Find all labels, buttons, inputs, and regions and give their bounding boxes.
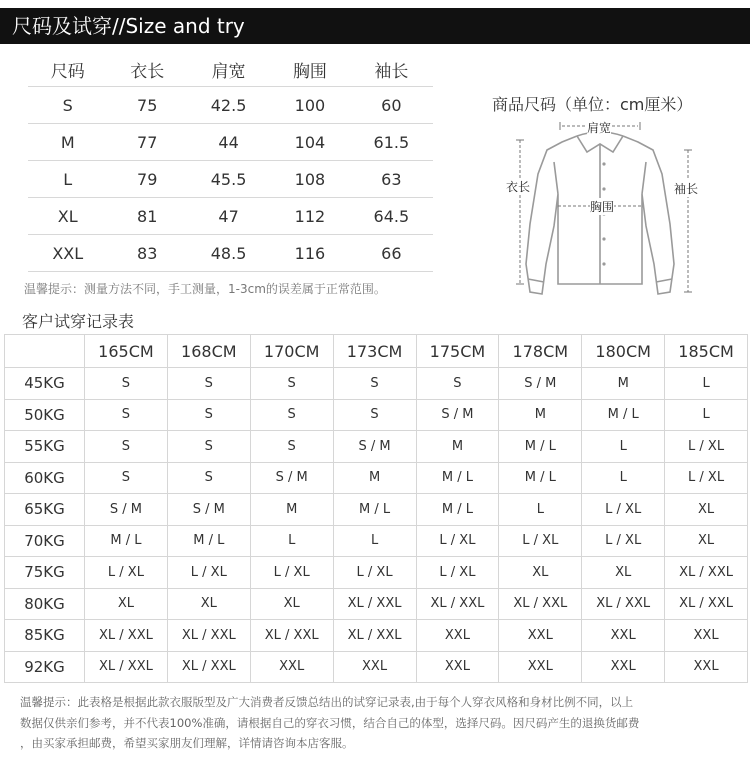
fit-size-cell: XXL xyxy=(582,620,665,652)
fit-row xyxy=(5,399,748,431)
fit-row xyxy=(5,431,748,463)
fit-size-cell: S / M xyxy=(333,431,416,463)
size-table-header-row xyxy=(28,52,433,87)
fit-size-cell: M / L xyxy=(85,525,168,557)
fit-size-cell: XL xyxy=(665,494,748,526)
weight-cell: 55KG xyxy=(5,431,85,463)
fit-size-cell: L / XL xyxy=(665,462,748,494)
fit-row xyxy=(5,588,748,620)
fit-size-cell: S xyxy=(167,368,250,400)
fit-row xyxy=(5,620,748,652)
height-header: 180CM xyxy=(582,335,665,368)
fit-size-cell: S xyxy=(85,462,168,494)
fit-size-cell: S xyxy=(250,431,333,463)
fit-row xyxy=(5,494,748,526)
disclaimer-line: 温馨提示：此表格是根据此款衣服版型及广大消费者反馈总结出的试穿记录表,由于每个人穿衣风格和身材比例不同，以上 xyxy=(20,695,634,709)
header-title: 尺码及试穿//Size and try xyxy=(12,14,245,38)
disclaimer-line: 数据仅供亲们参考，并不代表100%准确，请根据自己的穿衣习惯，结合自己的体型，选择尺码。因尺码产生的退换货邮费 xyxy=(20,715,640,730)
size-cell: 48.5 xyxy=(187,235,270,272)
fit-size-cell: S xyxy=(333,399,416,431)
section-header xyxy=(0,8,750,44)
fit-size-cell: M xyxy=(416,431,499,463)
fit-size-cell: XL / XXL xyxy=(85,651,168,683)
size-col-header: 肩宽 xyxy=(187,52,270,87)
corner-cell xyxy=(5,335,85,368)
fit-size-cell: L xyxy=(582,431,665,463)
fit-size-cell: L / XL xyxy=(582,494,665,526)
fit-size-cell: XXL xyxy=(665,651,748,683)
size-row xyxy=(28,161,433,198)
fit-size-cell: S / M xyxy=(85,494,168,526)
fit-size-cell: S xyxy=(85,368,168,400)
fit-size-cell: XL / XXL xyxy=(665,588,748,620)
weight-cell: 45KG xyxy=(5,368,85,400)
fit-size-cell: S xyxy=(333,368,416,400)
fit-size-cell: L / XL xyxy=(665,431,748,463)
fit-size-cell: S / M xyxy=(167,494,250,526)
fit-size-cell: M xyxy=(250,494,333,526)
fit-size-cell: XL / XXL xyxy=(167,651,250,683)
height-header: 185CM xyxy=(665,335,748,368)
chest-label: 胸围 xyxy=(590,200,615,214)
fit-row xyxy=(5,368,748,400)
fit-size-cell: XXL xyxy=(665,620,748,652)
height-header: 168CM xyxy=(167,335,250,368)
size-cell: 45.5 xyxy=(187,161,270,198)
fit-section-title: 客户试穿记录表 xyxy=(22,312,135,331)
fit-size-cell: M / L xyxy=(582,399,665,431)
fit-size-cell: M / L xyxy=(416,494,499,526)
fit-size-cell: S xyxy=(250,368,333,400)
fit-size-cell: XL / XXL xyxy=(416,588,499,620)
weight-cell: 75KG xyxy=(5,557,85,589)
size-cell: 64.5 xyxy=(350,198,433,235)
fit-row xyxy=(5,462,748,494)
fit-size-cell: M / L xyxy=(333,494,416,526)
fit-size-cell: XL / XXL xyxy=(582,588,665,620)
fit-size-cell: S / M xyxy=(499,368,582,400)
size-col-header: 衣长 xyxy=(107,52,186,87)
fit-size-cell: M / L xyxy=(416,462,499,494)
fit-size-cell: S xyxy=(85,431,168,463)
fit-size-cell: XXL xyxy=(416,620,499,652)
fit-size-cell: XL / XXL xyxy=(499,588,582,620)
height-header: 170CM xyxy=(250,335,333,368)
size-cell: XXL xyxy=(28,235,107,272)
weight-cell: 70KG xyxy=(5,525,85,557)
fit-size-cell: L / XL xyxy=(333,557,416,589)
measurement-note: 温馨提示：测量方法不同，手工测量，1-3cm的误差属于正常范围。 xyxy=(24,282,386,296)
fit-size-cell: XL / XXL xyxy=(665,557,748,589)
fit-size-cell: S xyxy=(167,431,250,463)
fit-size-cell: XXL xyxy=(499,651,582,683)
fit-record-table xyxy=(4,334,748,683)
size-col-header: 尺码 xyxy=(28,52,107,87)
size-row xyxy=(28,87,433,124)
shirt-diagram xyxy=(492,92,732,302)
fit-size-cell: XL / XXL xyxy=(167,620,250,652)
size-cell: 100 xyxy=(270,87,349,124)
fit-row xyxy=(5,651,748,683)
size-cell: 63 xyxy=(350,161,433,198)
fit-size-cell: XL xyxy=(499,557,582,589)
weight-cell: 60KG xyxy=(5,462,85,494)
size-cell: 42.5 xyxy=(187,87,270,124)
diagram-title: 商品尺码（单位：cm厘米） xyxy=(492,95,693,114)
fit-size-cell: L / XL xyxy=(499,525,582,557)
weight-cell: 80KG xyxy=(5,588,85,620)
fit-size-cell: XL xyxy=(85,588,168,620)
size-row xyxy=(28,198,433,235)
size-cell: M xyxy=(28,124,107,161)
size-cell: 47 xyxy=(187,198,270,235)
height-header: 165CM xyxy=(85,335,168,368)
weight-cell: 65KG xyxy=(5,494,85,526)
fit-table-header-row xyxy=(5,335,748,368)
fit-size-cell: L xyxy=(582,462,665,494)
fit-size-cell: M xyxy=(499,399,582,431)
sleeve-label: 袖长 xyxy=(674,182,699,196)
size-cell: 79 xyxy=(107,161,186,198)
fit-size-cell: XL / XXL xyxy=(250,620,333,652)
fit-size-cell: XXL xyxy=(333,651,416,683)
fit-size-cell: XL / XXL xyxy=(333,588,416,620)
height-header: 173CM xyxy=(333,335,416,368)
size-cell: 66 xyxy=(350,235,433,272)
size-row xyxy=(28,124,433,161)
fit-size-cell: L / XL xyxy=(416,557,499,589)
disclaimer-line: ，由买家承担邮费，希望买家朋友们理解，详情请咨询本店客服。 xyxy=(20,736,354,750)
fit-size-cell: XL xyxy=(167,588,250,620)
fit-size-cell: M / L xyxy=(499,462,582,494)
fit-size-cell: L xyxy=(333,525,416,557)
fit-size-cell: S xyxy=(167,462,250,494)
size-cell: 104 xyxy=(270,124,349,161)
size-cell: 77 xyxy=(107,124,186,161)
size-cell: 60 xyxy=(350,87,433,124)
fit-row xyxy=(5,557,748,589)
fit-size-cell: S / M xyxy=(416,399,499,431)
fit-size-cell: L / XL xyxy=(582,525,665,557)
size-cell: 116 xyxy=(270,235,349,272)
size-row xyxy=(28,235,433,272)
fit-size-cell: M xyxy=(333,462,416,494)
fit-size-cell: XXL xyxy=(250,651,333,683)
fit-size-cell: XL / XXL xyxy=(333,620,416,652)
fit-size-cell: L xyxy=(665,399,748,431)
fit-size-cell: XL / XXL xyxy=(85,620,168,652)
size-table xyxy=(28,52,433,272)
fit-size-cell: M / L xyxy=(499,431,582,463)
size-cell: L xyxy=(28,161,107,198)
shoulder-label: 肩宽 xyxy=(587,121,612,135)
fit-size-cell: L / XL xyxy=(250,557,333,589)
size-cell: S xyxy=(28,87,107,124)
fit-size-cell: L / XL xyxy=(167,557,250,589)
weight-cell: 50KG xyxy=(5,399,85,431)
size-cell: 61.5 xyxy=(350,124,433,161)
fit-size-cell: L / XL xyxy=(85,557,168,589)
length-label: 衣长 xyxy=(506,180,531,194)
fit-size-cell: XL xyxy=(250,588,333,620)
size-cell: 75 xyxy=(107,87,186,124)
fit-size-cell: L xyxy=(250,525,333,557)
weight-cell: 92KG xyxy=(5,651,85,683)
size-cell: 112 xyxy=(270,198,349,235)
fit-size-cell: XL xyxy=(582,557,665,589)
size-cell: 81 xyxy=(107,198,186,235)
fit-size-cell: S xyxy=(250,399,333,431)
fit-size-cell: M xyxy=(582,368,665,400)
fit-row xyxy=(5,525,748,557)
fit-size-cell: L xyxy=(499,494,582,526)
size-cell: 83 xyxy=(107,235,186,272)
height-header: 178CM xyxy=(499,335,582,368)
size-cell: 108 xyxy=(270,161,349,198)
fit-size-cell: L xyxy=(665,368,748,400)
fit-size-cell: XXL xyxy=(416,651,499,683)
weight-cell: 85KG xyxy=(5,620,85,652)
fit-size-cell: XL xyxy=(665,525,748,557)
size-cell: 44 xyxy=(187,124,270,161)
fit-size-cell: XXL xyxy=(499,620,582,652)
fit-size-cell: S xyxy=(416,368,499,400)
fit-size-cell: XXL xyxy=(582,651,665,683)
fit-size-cell: S / M xyxy=(250,462,333,494)
size-col-header: 胸围 xyxy=(270,52,349,87)
fit-size-cell: S xyxy=(85,399,168,431)
fit-size-cell: M / L xyxy=(167,525,250,557)
fit-size-cell: L / XL xyxy=(416,525,499,557)
size-col-header: 袖长 xyxy=(350,52,433,87)
size-cell: XL xyxy=(28,198,107,235)
height-header: 175CM xyxy=(416,335,499,368)
disclaimer-note xyxy=(20,692,730,754)
fit-size-cell: S xyxy=(167,399,250,431)
